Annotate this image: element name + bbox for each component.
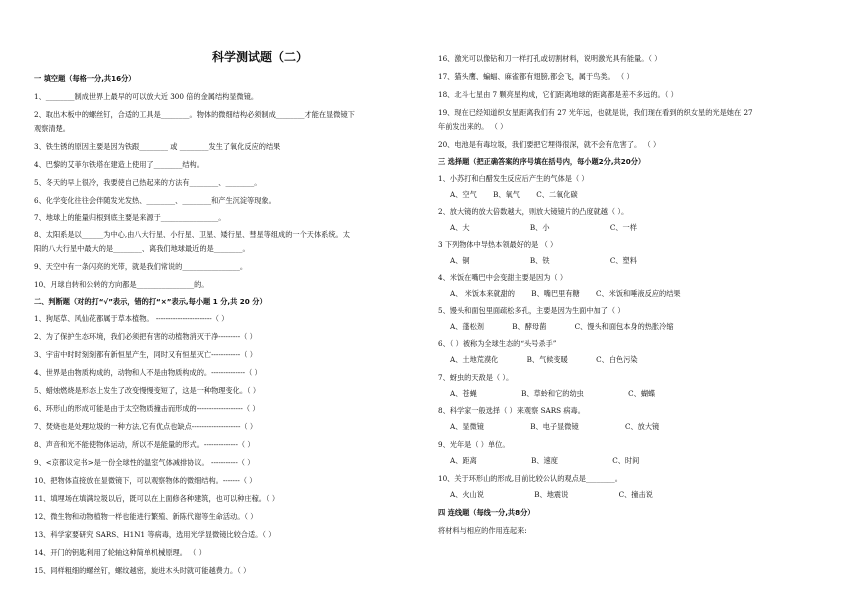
judge-item: 20、电池是有毒垃圾，我们要把它埋得很深，就不会有危害了。 （ ） (438, 140, 661, 149)
judge-item: 3、宇宙中时时刻刻都有新恒星产生，同时又有恒星灭亡------------（ ） (34, 350, 257, 359)
choice-option: C、撞击说 (618, 490, 653, 499)
fill-item: 8、太阳系是以______为中心,由八大行星、小行星、卫星、矮行星、彗星等组成的一个天体系统。太 (34, 230, 350, 239)
choice-options (438, 190, 578, 200)
choice-option: B、地震说 (534, 490, 569, 499)
judge-item-cont: 年前发出来的。 （ ） (438, 122, 508, 131)
choice-option: C、馒头和面包本身的热胀冷缩 (574, 322, 674, 331)
section-heading-matching: 四 连线题（每线一分,共8分） (438, 508, 535, 517)
choice-option: A、显微镜 (450, 422, 484, 431)
choice-option: C、米饭和唾液反应的结果 (596, 289, 681, 298)
fill-item: 3、铁生锈的原因主要是因为铁跟________ 或 ________发生了氧化反应的结果 (34, 142, 281, 151)
choice-option: A、 米饭本来就甜的 (450, 289, 515, 298)
choice-option: A、距离 (450, 456, 477, 465)
choice-option: B、小 (529, 223, 550, 232)
fill-item: 1、________制成世界上最早的可以放大近 300 倍的金属结构显微镜。 (34, 92, 259, 101)
choice-option: C、二氧化碳 (536, 190, 578, 199)
choice-options (438, 322, 674, 332)
judge-item: 19、现在已经知道织女星距离我们有 27 光年远，也就是说，我们现在看到的织女星的光是她在 27 (438, 108, 753, 117)
choice-option: B、酵母菌 (512, 322, 547, 331)
choice-option: A、大 (450, 223, 470, 232)
section-heading-choice: 三 选择题（把正确答案的序号填在括号内，每小题2分,共20分） (438, 157, 646, 166)
judge-item: 9、<京都议定书>是一份全球性的温室气体减排协议。 -----------（ ） (34, 458, 255, 467)
judge-item: 12、微生物和动物植物一样也能进行繁殖、新陈代谢等生命活动。（ ） (34, 512, 258, 521)
judge-item: 2、为了保护生态环境，我们必须把有害的动植物消灭干净---------（ ） (34, 332, 257, 341)
choice-options (438, 389, 655, 399)
judge-item: 16、激光可以像钻和刀一样打孔或切割材料，说明激光具有能量。（ ） (438, 54, 662, 63)
page-title: 科学测试题（二） (211, 50, 308, 64)
judge-item: 4、世界是由物质构成的，动物和人不是由物质构成的。--------------（ ） (34, 368, 262, 377)
choice-options (438, 289, 681, 299)
choice-option: B、嘴巴里有糖 (531, 289, 580, 298)
judge-item: 13、科学家要研究 SARS、H1N1 等病毒，选用光学显微镜比较合适。（ ） (34, 530, 276, 539)
choice-option: C、白色污染 (596, 355, 638, 364)
judge-item: 14、开门的钥匙利用了轮轴这种简单机械原理。 （ ） (34, 548, 206, 557)
choice-option: B、气候变暖 (526, 355, 568, 364)
judge-item: 1、狗尾草、风仙花都属于草本植物。 -----------------------（ ） (34, 314, 229, 323)
judge-item: 10、把物体直接放在显微镜下，可以观察物体的微细结构。-------（ ） (34, 476, 257, 485)
choice-option: C、塑料 (609, 256, 637, 265)
fill-item: 10、月球自转和公转的方向都是________________的。 (34, 280, 209, 289)
fill-item-cont: 观察清楚。 (34, 124, 70, 133)
choice-options (438, 490, 653, 500)
choice-option: A、火山说 (450, 490, 484, 499)
fill-item-cont: 阳的八大行星中最大的是________、离我们地球最近的是________。 (34, 244, 250, 253)
choice-question: 7、蚜虫的天敌是（ ）。 (438, 373, 514, 382)
fill-item: 9、天空中有一条闪亮的光带，就是我们常说的________________。 (34, 262, 248, 271)
choice-option: B、铁 (529, 256, 550, 265)
choice-option: B、速度 (531, 456, 558, 465)
choice-option: A、蓬松剂 (450, 322, 484, 331)
fill-item: 5、冬天的早上很冷，我要使自己热起来的方法有________、________。 (34, 178, 262, 187)
choice-question: 6、（ ）被称为全球生态的“头号杀手” (438, 339, 557, 348)
matching-instruction: 将材料与相应的作用连起来: (438, 526, 527, 535)
choice-question: 8、科学家一般选择（ ）来观察 SARS 病毒。 (438, 406, 585, 415)
section-heading-judge: 二、判断题（对的打“√”表示，错的打“×”表示,每小题 1 分,共 20 分） (34, 297, 267, 306)
judge-item: 18、北斗七星由 7 颗亮星构成，它们距离地球的距离都是差不多远的。（ ） (438, 90, 678, 99)
judge-item: 7、焚烧也是处理垃圾的一种方法,它有优点也缺点--------------------（ ） (34, 422, 258, 431)
fill-item: 4、巴黎的艾菲尔铁塔在建造上使用了________结构。 (34, 160, 204, 169)
fill-item: 7、地球上的能量归根到底主要是来源于________________。 (34, 213, 226, 222)
choice-option: A、空气 (450, 190, 477, 199)
choice-options (438, 355, 638, 365)
choice-option: C、蝴蝶 (628, 389, 656, 398)
choice-option: A、土地荒漠化 (450, 355, 499, 364)
choice-option: A、铜 (450, 256, 470, 265)
choice-option: B、草蛉和它的幼虫 (521, 389, 584, 398)
judge-item: 11、填埋场在填满垃圾以后，既可以在上面修各种建筑，也可以种庄稼。（ ） (34, 494, 280, 503)
judge-item: 6、环形山的形成可能是由于太空物质撞击而形成的-------------------（ ） (34, 404, 260, 413)
judge-item: 5、蜡烛燃烧是形态上发生了改变慢慢变短了，这是一种物理变化。（ ） (34, 386, 261, 395)
choice-question: 5、馒头和面包里面疏松多孔，主要是因为生面中加了（ ） (438, 306, 625, 315)
choice-question: 3 下列物体中导热本领最好的是 （ ） (438, 240, 558, 249)
fill-item: 6、化学变化往往会伴随发光发热、________、________和产生沉淀等现象。 (34, 196, 276, 205)
section-heading-fill-in: 一 填空题（每格一分,共16分） (34, 74, 136, 83)
choice-options (438, 256, 637, 266)
choice-question: 10、关于环形山的形成,目前比较公认的观点是________。 (438, 474, 622, 483)
choice-options (438, 456, 639, 466)
choice-question: 1、小苏打和白醋发生反应后产生的气体是（ ） (438, 174, 589, 183)
choice-options (438, 223, 637, 233)
choice-question: 2、放大镜的放大倍数越大，则放大镜镜片的凸度就越（ ）。 (438, 207, 629, 216)
judge-item: 8、声音和光不能使物体运动，所以不是能量的形式。--------------（ ） (34, 440, 255, 449)
choice-option: C、放大镜 (624, 422, 660, 431)
choice-option: B、电子显微镜 (530, 422, 579, 431)
choice-options (438, 422, 659, 432)
choice-option: C、一样 (609, 223, 637, 232)
choice-option: C、时间 (612, 456, 640, 465)
choice-question: 4、米饭在嘴巴中会变甜主要是因为（ ） (438, 273, 568, 282)
fill-item: 2、取出木板中的螺丝钉，合适的工具是________。物体的微细结构必须制成________才能在显微镜下 (34, 110, 355, 119)
judge-item: 15、同样粗细的螺丝钉，螺纹越密，旋进木头时就可能越费力。（ ） (34, 566, 251, 575)
choice-option: A、苍蝇 (450, 389, 477, 398)
judge-item: 17、猫头鹰、蝙蝠、麻雀都有翅膀,都会飞，属于鸟类。 （ ） (438, 72, 634, 81)
choice-option: B、氧气 (493, 190, 520, 199)
choice-question: 9、光年是（ ）单位。 (438, 440, 510, 449)
